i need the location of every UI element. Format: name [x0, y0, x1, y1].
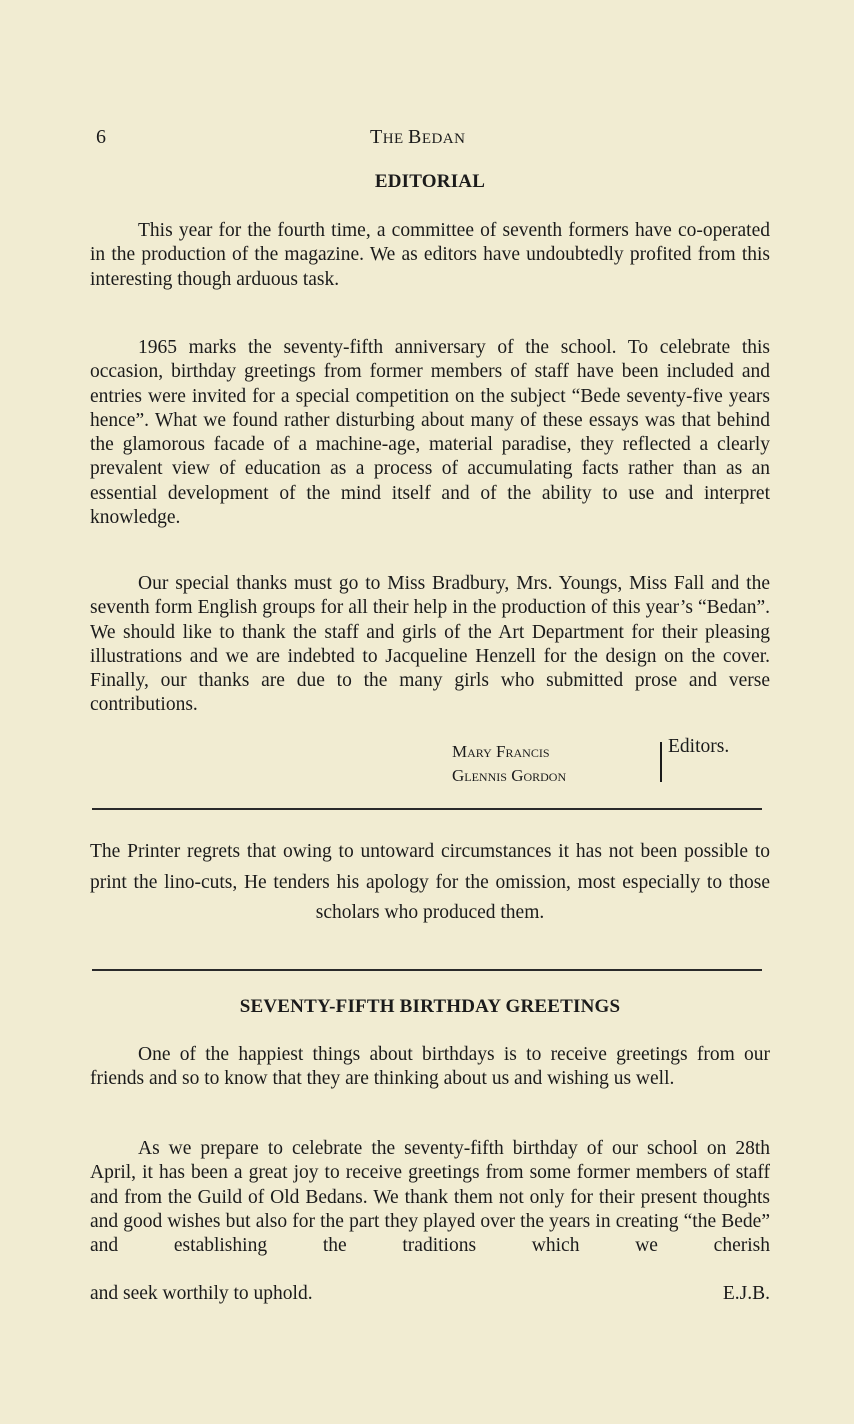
running-title — [370, 126, 465, 149]
running-title-rest-2: EDAN — [421, 131, 466, 147]
printer-notice: The Printer regrets that owing to untoward circumstances it has not been possible to print the lino-cuts, He tenders his apology for the omission, most especially to those scholars who produced them. — [90, 841, 770, 923]
running-title-initial-2: B — [407, 126, 422, 148]
editorial-paragraph-1: This year for the fourth time, a committee of seventh formers have co-operated in the production of the magazine. We as editors have undoubtedly profited from this interesting though arduous task. — [90, 220, 770, 290]
running-title-rest-1: HE — [382, 131, 408, 147]
editors-brace — [660, 742, 665, 782]
greetings-paragraph-1: One of the happiest things about birthdays is to receive greetings from our friends and so to know that they are thinking about us and wishing us well. — [90, 1044, 770, 1090]
closing-line: and seek worthily to uphold. — [90, 1283, 313, 1304]
editors-label: Editors. — [668, 736, 730, 757]
page-number: 6 — [96, 126, 106, 148]
divider-rule — [92, 808, 762, 810]
editor-name: Mary Francis — [452, 742, 550, 761]
editorial-heading: EDITORIAL — [374, 171, 486, 192]
editor-signatures — [452, 740, 566, 788]
divider-rule — [92, 969, 762, 971]
editor-name: Glennis Gordon — [452, 766, 567, 785]
running-title-initial-1: T — [370, 126, 383, 148]
signature-initials: E.J.B. — [722, 1283, 770, 1304]
greetings-heading: SEVENTY-FIFTH BIRTHDAY GREETINGS — [239, 996, 621, 1017]
greetings-paragraph-2: As we prepare to celebrate the seventy-fifth birthday of our school on 28th April, it has been a great joy to receive greetings from some former members of staff and from the Guild of Old Bedans. We thank them not only for their present thoughts and good wishes but also for the part they played over the years in creating “the Bede” and establishing the traditions which we cherish — [90, 1138, 770, 1257]
closing-line-row — [90, 1282, 770, 1306]
editorial-paragraph-2: 1965 marks the seventy-fifth anniversary of the school. To celebrate this occasion, birthday greetings from former members of staff have been included and entries were invited for a special competition on the subject “Bede seventy-five years hence”. What we found rather disturbing about many of these essays was that behind the glamorous facade of a machine-age, material paradise, they reflected a clearly prevalent view of education as a process of accumulating facts rather than as an essential development of the mind itself and of the ability to use and interpret knowledge. — [90, 337, 770, 529]
editorial-paragraph-3: Our special thanks must go to Miss Bradbury, Mrs. Youngs, Miss Fall and the seventh form English groups for all their help in the production of this year’s “Bedan”. We should like to thank the staff and girls of the Art Department for their pleasing illustrations and we are indebted to Jacqueline Henzell for the design on the cover. Finally, our thanks are due to the many girls who submitted prose and verse contributions. — [90, 573, 770, 716]
